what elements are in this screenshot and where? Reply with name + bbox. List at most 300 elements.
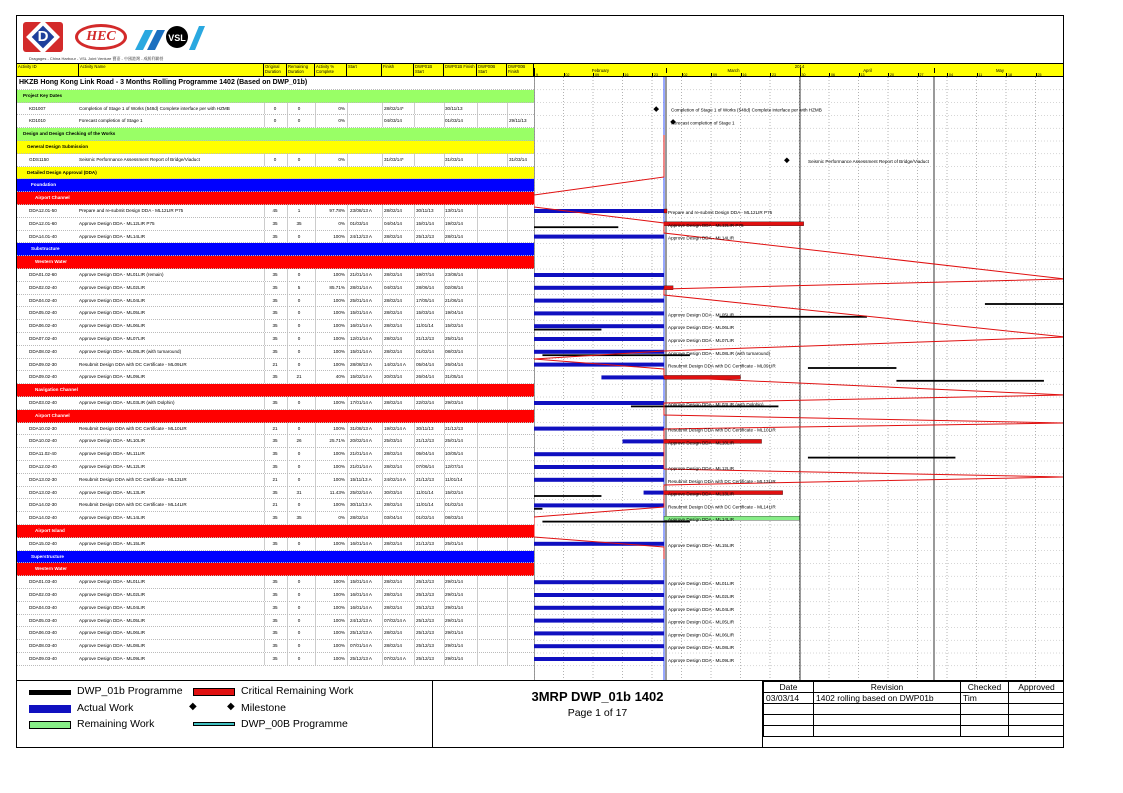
activity-name: Approve Design DDA - ML07LIR [79, 336, 146, 341]
dwp00b-start [479, 115, 507, 127]
gantt-bar-label: Approve Design DDA - ML08LIR [668, 645, 735, 651]
dwp01b-finish: 08/03/14 [445, 348, 463, 354]
dwp01b-finish: 30/11/13 [445, 105, 463, 111]
orig-duration: 35 [272, 220, 278, 226]
legend-label: DWP_01b Programme [77, 685, 183, 697]
start-date: 25/12/13 A [350, 656, 372, 661]
dwp01b-start: 11/01/14 [416, 323, 434, 329]
dwp00b-start [479, 359, 507, 371]
dwp01b-finish: 29/01/14 [445, 630, 463, 636]
dwp00b-finish [509, 640, 534, 652]
activity-id: DDA13.02-40 [29, 489, 57, 495]
timeline-day: 18 [1006, 73, 1036, 77]
finish-date: 19/02/14 A [384, 425, 406, 431]
start-date: 25/12/13 A [350, 630, 372, 636]
dwp01b-start: 26/04/14 [416, 374, 434, 380]
gantt-bar-label: Completion of Stage 1 of Works (548d) Complete interface per with HZMB [671, 107, 822, 113]
pct-complete: 100% [333, 323, 345, 329]
dwp00b-start [479, 615, 507, 627]
dwp01b-start: 21/12/13 [416, 476, 434, 482]
gantt-bar-label: Approve Design DDA - ML15LIR [668, 542, 735, 548]
actual-bar [644, 491, 664, 495]
actual-bar [534, 235, 664, 239]
baseline-bar [808, 367, 897, 369]
actual-bar [534, 606, 664, 610]
baseline-bar [534, 495, 601, 497]
gantt-bar-label: Approve Design DDA - ML14LIR [668, 517, 735, 523]
rem-duration: 35 [296, 515, 302, 521]
timeline-day: 11 [977, 73, 1007, 77]
dwp01b-finish: 26/04/14 [445, 361, 463, 367]
rem-duration: 0 [297, 348, 301, 354]
pct-complete: 100% [333, 336, 345, 341]
dwp01b-start: 01/02/14 [416, 515, 434, 521]
orig-duration: 35 [272, 336, 278, 341]
column-header-bar [17, 63, 1064, 77]
dwp00b-start [479, 474, 507, 486]
orig-duration: 35 [272, 515, 278, 521]
activity-row [17, 474, 534, 487]
rem-duration: 31 [296, 489, 302, 495]
dwp01b-start: 01/02/14 [416, 348, 434, 354]
dwp01b-start: 25/12/13 [416, 233, 434, 239]
orig-duration: 21 [272, 361, 278, 367]
dwp00b-finish [509, 627, 534, 639]
dwp01b-start: 19/07/14 [416, 272, 434, 277]
activity-row [17, 538, 534, 551]
group-title: Detailed Design Approval (DDA) [27, 169, 97, 175]
pct-complete: 11.43% [329, 489, 345, 495]
rem-duration: 0 [297, 464, 301, 469]
dwp01b-finish: 12/07/14 [445, 464, 463, 469]
activity-name: Approve Design DDA - ML02LIR [79, 284, 146, 290]
activity-id: DDA15.02-40 [29, 540, 57, 546]
gantt-bar-label: Approve Design DDA - ML09LIR [668, 658, 735, 663]
timeline-header [534, 64, 1064, 77]
activity-name: Approve Design DDA - ML09LIR [79, 374, 146, 380]
dwp00b-finish [509, 333, 534, 345]
dwp01b-finish: 01/03/14 [445, 118, 463, 124]
start-date: 21/01/14 A [350, 451, 372, 457]
actual-bar [534, 299, 664, 303]
pct-complete: 100% [333, 348, 345, 354]
dwp01b-start: 21/12/13 [416, 438, 434, 444]
timeline-day: 9 [534, 73, 564, 77]
dwp00b-finish [509, 615, 534, 627]
pct-complete: 100% [333, 502, 345, 508]
dwp01b-start: 25/12/13 [416, 630, 434, 636]
dwp00b-start [479, 461, 507, 473]
orig-duration: 35 [272, 323, 278, 329]
activity-row [17, 615, 534, 628]
rem-duration: 0 [297, 156, 301, 162]
actual-bar [534, 311, 664, 315]
timeline-day: 16 [623, 73, 653, 77]
dwp01b-start: 17/05/14 [416, 297, 434, 303]
dwp00b-finish [509, 218, 534, 230]
col-rem-duration: Remaining Duration [287, 64, 315, 77]
rem-duration: 0 [297, 272, 301, 277]
start-date: 31/08/13 A [350, 425, 372, 431]
col-pct-complete: Activity % Complete [315, 64, 347, 77]
gantt-bar-label: Forecast completion of Stage 1 [671, 120, 735, 126]
activity-row [17, 640, 534, 653]
orig-duration: 35 [272, 451, 278, 457]
activity-id: DDA05.03-40 [29, 617, 57, 623]
dwp00b-finish [509, 231, 534, 243]
dwp00b-finish [509, 307, 534, 319]
start-date: 17/01/14 A [350, 400, 372, 405]
activity-name: Approve Design DDA - ML05LIR [79, 617, 146, 623]
orig-duration: 35 [272, 630, 278, 636]
activity-name: Resubmit Design DDA with DC Certificate - ML10LIR [79, 425, 187, 431]
timeline-day: 27 [918, 73, 948, 77]
milestone-icon: ◆ [189, 701, 197, 712]
orig-duration: 35 [272, 438, 278, 444]
activity-row [17, 115, 534, 128]
legend-swatch-critical [193, 688, 235, 696]
start-date: 07/01/14 A [350, 643, 372, 649]
baseline-bar [534, 508, 542, 510]
group-band [17, 167, 534, 180]
col-activity-name: Activity Name [79, 64, 264, 77]
rem-duration: 0 [297, 476, 301, 482]
timeline-day: 02 [564, 73, 594, 77]
activity-id: KD1007 [29, 105, 46, 111]
finish-date: 07/02/14 A [384, 656, 406, 661]
group-title: Substructure [31, 246, 60, 252]
dwp00b-start [479, 512, 507, 524]
activity-name: Approve Design DDA - ML08LIR [79, 643, 146, 649]
activity-name: Approve Design DDA - ML12LIR [79, 464, 146, 469]
activity-id: DDA02.02-40 [29, 284, 57, 290]
dwp01b-start: 25/12/13 [416, 604, 434, 610]
activity-row [17, 448, 534, 461]
rev-cell: Tim [961, 693, 1009, 704]
dwp01b-start: 25/12/13 [416, 643, 434, 649]
pct-complete: 0% [338, 118, 345, 124]
legend-swatch-dwp00b [193, 722, 235, 726]
rem-duration: 0 [297, 233, 301, 239]
orig-duration: 35 [272, 284, 278, 290]
orig-duration: 0 [273, 105, 277, 111]
dwp00b-start [479, 589, 507, 601]
rem-duration: 35 [296, 220, 302, 226]
orig-duration: 35 [272, 374, 278, 380]
dwp01b-finish: 19/02/14 [445, 220, 463, 226]
legend-label: DWP_00B Programme [241, 718, 348, 730]
col-finish: Finish [382, 64, 414, 77]
baseline-bar [896, 380, 1044, 382]
activity-id: DDA14.01-40 [29, 233, 57, 239]
pct-complete: 0% [338, 515, 345, 521]
activity-id: DDA06.02-40 [29, 323, 57, 329]
rem-duration: 0 [297, 617, 301, 623]
pct-complete: 0% [338, 220, 345, 226]
group-title: Airport Channel [35, 195, 70, 201]
start-date: 24/12/13 A [350, 233, 372, 239]
finish-date: 28/02/14 [384, 579, 402, 585]
dwp00b-finish [509, 576, 534, 588]
activity-row [17, 653, 534, 666]
dwp01b-finish: 10/05/14 [445, 451, 463, 457]
dwp01b-start [416, 103, 444, 115]
dwp00b-start [479, 627, 507, 639]
dwp00b-start [479, 423, 507, 435]
dwp01b-finish: 31/05/14 [445, 374, 463, 380]
pct-complete: 100% [333, 400, 345, 405]
gantt-bar-label: Approve Design DDA - ML10LIR [668, 440, 735, 446]
finish-date: 04/03/14 [384, 118, 402, 124]
activity-name: Completion of Stage 1 of Works (548d) Complete interface per with HZMB [79, 105, 230, 111]
finish-date: 03/04/14 [384, 515, 402, 521]
group-title: Foundation [31, 182, 57, 188]
timeline-month: May [934, 68, 1064, 73]
dwp01b-start: 05/04/14 [416, 361, 434, 367]
orig-duration: 35 [272, 489, 278, 495]
dwp00b-finish [509, 589, 534, 601]
milestone-icon: ◆ [227, 701, 235, 712]
activity-name: Seismic Performance Assessment Report of Bridge/Viaduct [79, 156, 200, 162]
finish-date: 28/02/14 [384, 630, 402, 636]
activity-row [17, 589, 534, 602]
dwp01b-finish: 31/03/14 [445, 156, 463, 162]
finish-date: 28/02/14 [384, 464, 402, 469]
actual-bar [534, 401, 664, 405]
col-start: Start [347, 64, 382, 77]
gantt-bar-label: Approve Design DDA - ML13LIR [668, 491, 735, 497]
group-band [17, 525, 534, 538]
gantt-bar-label: Resubmit Design DDA with DC Certificate - ML09LIR [668, 363, 776, 369]
activity-id: DDA12.01-60 [29, 220, 57, 226]
dwp01b-start: 11/01/14 [416, 502, 434, 508]
dwp00b-finish [509, 103, 534, 115]
dwp00b-start [479, 333, 507, 345]
dwp00b-finish [509, 499, 534, 511]
rem-duration: 0 [297, 361, 301, 367]
activity-name: Approve Design DDA - ML10LIR [79, 438, 146, 444]
dwp00b-finish [509, 435, 534, 447]
timeline-month: March [666, 68, 800, 73]
activity-name: Approve Design DDA - ML14LIR [79, 233, 146, 239]
activity-id: KD1010 [29, 118, 46, 124]
rem-duration: 21 [296, 374, 302, 380]
orig-duration: 35 [272, 540, 278, 546]
dwp00b-finish [509, 423, 534, 435]
activity-id: DDA05.02-40 [29, 310, 57, 316]
revision-table [763, 680, 1064, 748]
gantt-canvas [534, 77, 1064, 680]
dwp01b-start: 07/06/14 [416, 464, 434, 469]
dwp01b-start: 25/12/13 [416, 656, 434, 661]
gantt-bar-label: Approve Design DDA - ML12LIR P75 [668, 222, 744, 228]
pct-complete: 100% [333, 579, 345, 585]
group-band [17, 563, 534, 576]
dwp01b-finish: 15/02/14 [445, 323, 463, 329]
legend-label: Critical Remaining Work [241, 685, 354, 697]
gantt-bar-label: Approve Design DDA - ML08LIR (with turnaround) [668, 350, 771, 356]
start-date: 16/01/14 A [350, 604, 372, 610]
actual-bar [534, 478, 664, 482]
group-band [17, 551, 534, 564]
dwp00b-finish [509, 205, 534, 217]
legend [17, 680, 433, 748]
dwp00b-finish [509, 371, 534, 383]
start-date: 01/03/14 [350, 220, 368, 226]
finish-date: 28/02/14 [384, 336, 402, 341]
dwp00b-start [479, 435, 507, 447]
activity-name: Resubmit Design DDA with DC Certificate - ML09LIR [79, 361, 187, 367]
gantt-bar-label: Approve Design DDA - ML02LIR [668, 594, 735, 599]
finish-date: 28/02/14 [384, 643, 402, 649]
activity-name: Forecast completion of Stage 1 [79, 118, 143, 124]
dwp00b-finish [509, 269, 534, 281]
pct-complete: 85.71% [329, 284, 345, 290]
dwp01b-start [416, 154, 444, 166]
dwp00b-finish [509, 512, 534, 524]
vsl-logo [135, 22, 205, 52]
pct-complete: 40% [335, 374, 345, 380]
col-orig-duration: Original Duration [264, 64, 287, 77]
activity-id: DDA06.03-40 [29, 630, 57, 636]
group-band [17, 90, 534, 103]
start-date: 30/11/13 A [350, 502, 372, 508]
actual-bar [534, 324, 664, 328]
activity-id: DDA09.03-40 [29, 656, 57, 661]
activity-name: Approve Design DDA - ML15LIR [79, 540, 146, 546]
finish-date: 28/02/14 [384, 272, 402, 277]
schedule-sheet [16, 15, 1064, 748]
dwp01b-start: 05/04/14 [416, 451, 434, 457]
activity-row [17, 371, 534, 384]
dwp01b-start: 30/11/13 [416, 208, 434, 213]
finish-date: 20/03/14 [384, 374, 402, 380]
dwp00b-start [479, 653, 507, 665]
gantt-bar-label: Seismic Performance Assessment Report of Bridge/Viaduct [808, 158, 929, 164]
gantt-bar-label: Approve Design DDA - ML06LIR [668, 325, 735, 331]
dwp00b-start [479, 282, 507, 294]
group-title: Design and Design Checking of the Works [23, 131, 116, 137]
dwp00b-start [479, 487, 507, 499]
timeline-month: February [534, 68, 666, 73]
rem-duration: 0 [297, 310, 301, 316]
activity-row [17, 461, 534, 474]
activity-name: Approve Design DDA - ML04LIR [79, 297, 146, 303]
timeline-day: 02 [682, 73, 712, 77]
finish-date: 28/02/14 [384, 592, 402, 597]
start-date: 25/02/14 A [350, 489, 372, 495]
activity-row [17, 103, 534, 116]
activity-row [17, 320, 534, 333]
dwp00b-start [479, 307, 507, 319]
pct-complete: 100% [333, 476, 345, 482]
activity-id: DDA04.03-40 [29, 604, 57, 610]
group-band [17, 128, 534, 141]
activity-row [17, 435, 534, 448]
gantt-bar-label: Approve Design DDA - ML03LIR (with Dolphin) [668, 402, 764, 407]
activity-row [17, 269, 534, 282]
svg-text:VSL: VSL [168, 33, 186, 43]
rem-duration: 0 [297, 323, 301, 329]
timeline-day: 16 [741, 73, 771, 77]
group-title: Western Water [35, 259, 67, 265]
dwp01b-start: 21/12/13 [416, 540, 434, 546]
dwp00b-start [479, 205, 507, 217]
activity-id: DDA01.03-40 [29, 579, 57, 585]
orig-duration: 35 [272, 233, 278, 239]
group-title: Airport Channel [35, 412, 70, 418]
dwp00b-finish [509, 653, 534, 665]
start-date: 20/02/14 A [350, 438, 372, 444]
timeline-day: 23 [652, 73, 682, 77]
start-date: 16/01/14 A [350, 540, 372, 546]
activity-name: Approve Design DDA - ML01LIR (remain) [79, 272, 164, 277]
activity-id: DDA14.02-30 [29, 502, 57, 508]
milestone-diamond [784, 157, 790, 163]
group-band [17, 243, 534, 256]
orig-duration: 35 [272, 656, 278, 661]
rev-cell [1009, 693, 1065, 704]
dwp00b-start [479, 269, 507, 281]
activity-row [17, 627, 534, 640]
group-band [17, 256, 534, 269]
activity-id: DDA09.02-30 [29, 361, 57, 367]
dwp00b-start [479, 499, 507, 511]
dwp00b-start [479, 640, 507, 652]
dwp00b-finish [509, 346, 534, 358]
baseline-bar [534, 329, 601, 331]
rev-header: Revision [814, 682, 961, 693]
rev-header: Date [764, 682, 814, 693]
dwp01b-start: 25/12/13 [416, 617, 434, 623]
dwp00b-finish [509, 448, 534, 460]
dwp00b-finish [509, 474, 534, 486]
rem-duration: 0 [297, 592, 301, 597]
dwp00b-start [479, 397, 507, 409]
col-dwp01b-start: DWP01B Start [414, 64, 444, 77]
finish-date: 28/02/14 [384, 348, 402, 354]
group-band [17, 179, 534, 192]
orig-duration: 35 [272, 579, 278, 585]
finish-date: 14/02/14 A [384, 361, 406, 367]
dwp00b-start [479, 218, 507, 230]
dwp01b-finish: 08/03/14 [445, 515, 463, 521]
dwp01b-finish: 29/01/14 [445, 604, 463, 610]
finish-date: 28/02/14 [384, 604, 402, 610]
gantt-bar-label: Approve Design DDA - ML01LIR [668, 581, 735, 587]
gantt-bar-label: Prepare and re-submit Design DDA - ML12LIR P75 [668, 210, 773, 215]
orig-duration: 21 [272, 502, 278, 508]
activity-name: Prepare and re-submit Design DDA - ML12LIR P75 [79, 208, 184, 213]
dwp01b-start: 15/03/14 [416, 310, 434, 316]
dwp00b-start [479, 576, 507, 588]
rem-duration: 0 [297, 630, 301, 636]
dwp01b-finish: 25/01/14 [445, 336, 463, 341]
dwp01b-start [416, 115, 444, 127]
rem-duration: 26 [296, 438, 302, 444]
orig-duration: 35 [272, 310, 278, 316]
activity-name: Approve Design DDA - ML02LIR [79, 592, 146, 597]
activity-row [17, 333, 534, 346]
actual-bar [534, 337, 664, 341]
orig-duration: 35 [272, 400, 278, 405]
activity-id: DDA09.02-40 [29, 374, 57, 380]
pct-complete: 100% [333, 425, 345, 431]
orig-duration: 0 [273, 118, 277, 124]
finish-date: 28/02/14 [384, 502, 402, 508]
rem-duration: 0 [297, 118, 301, 124]
activity-row [17, 307, 534, 320]
